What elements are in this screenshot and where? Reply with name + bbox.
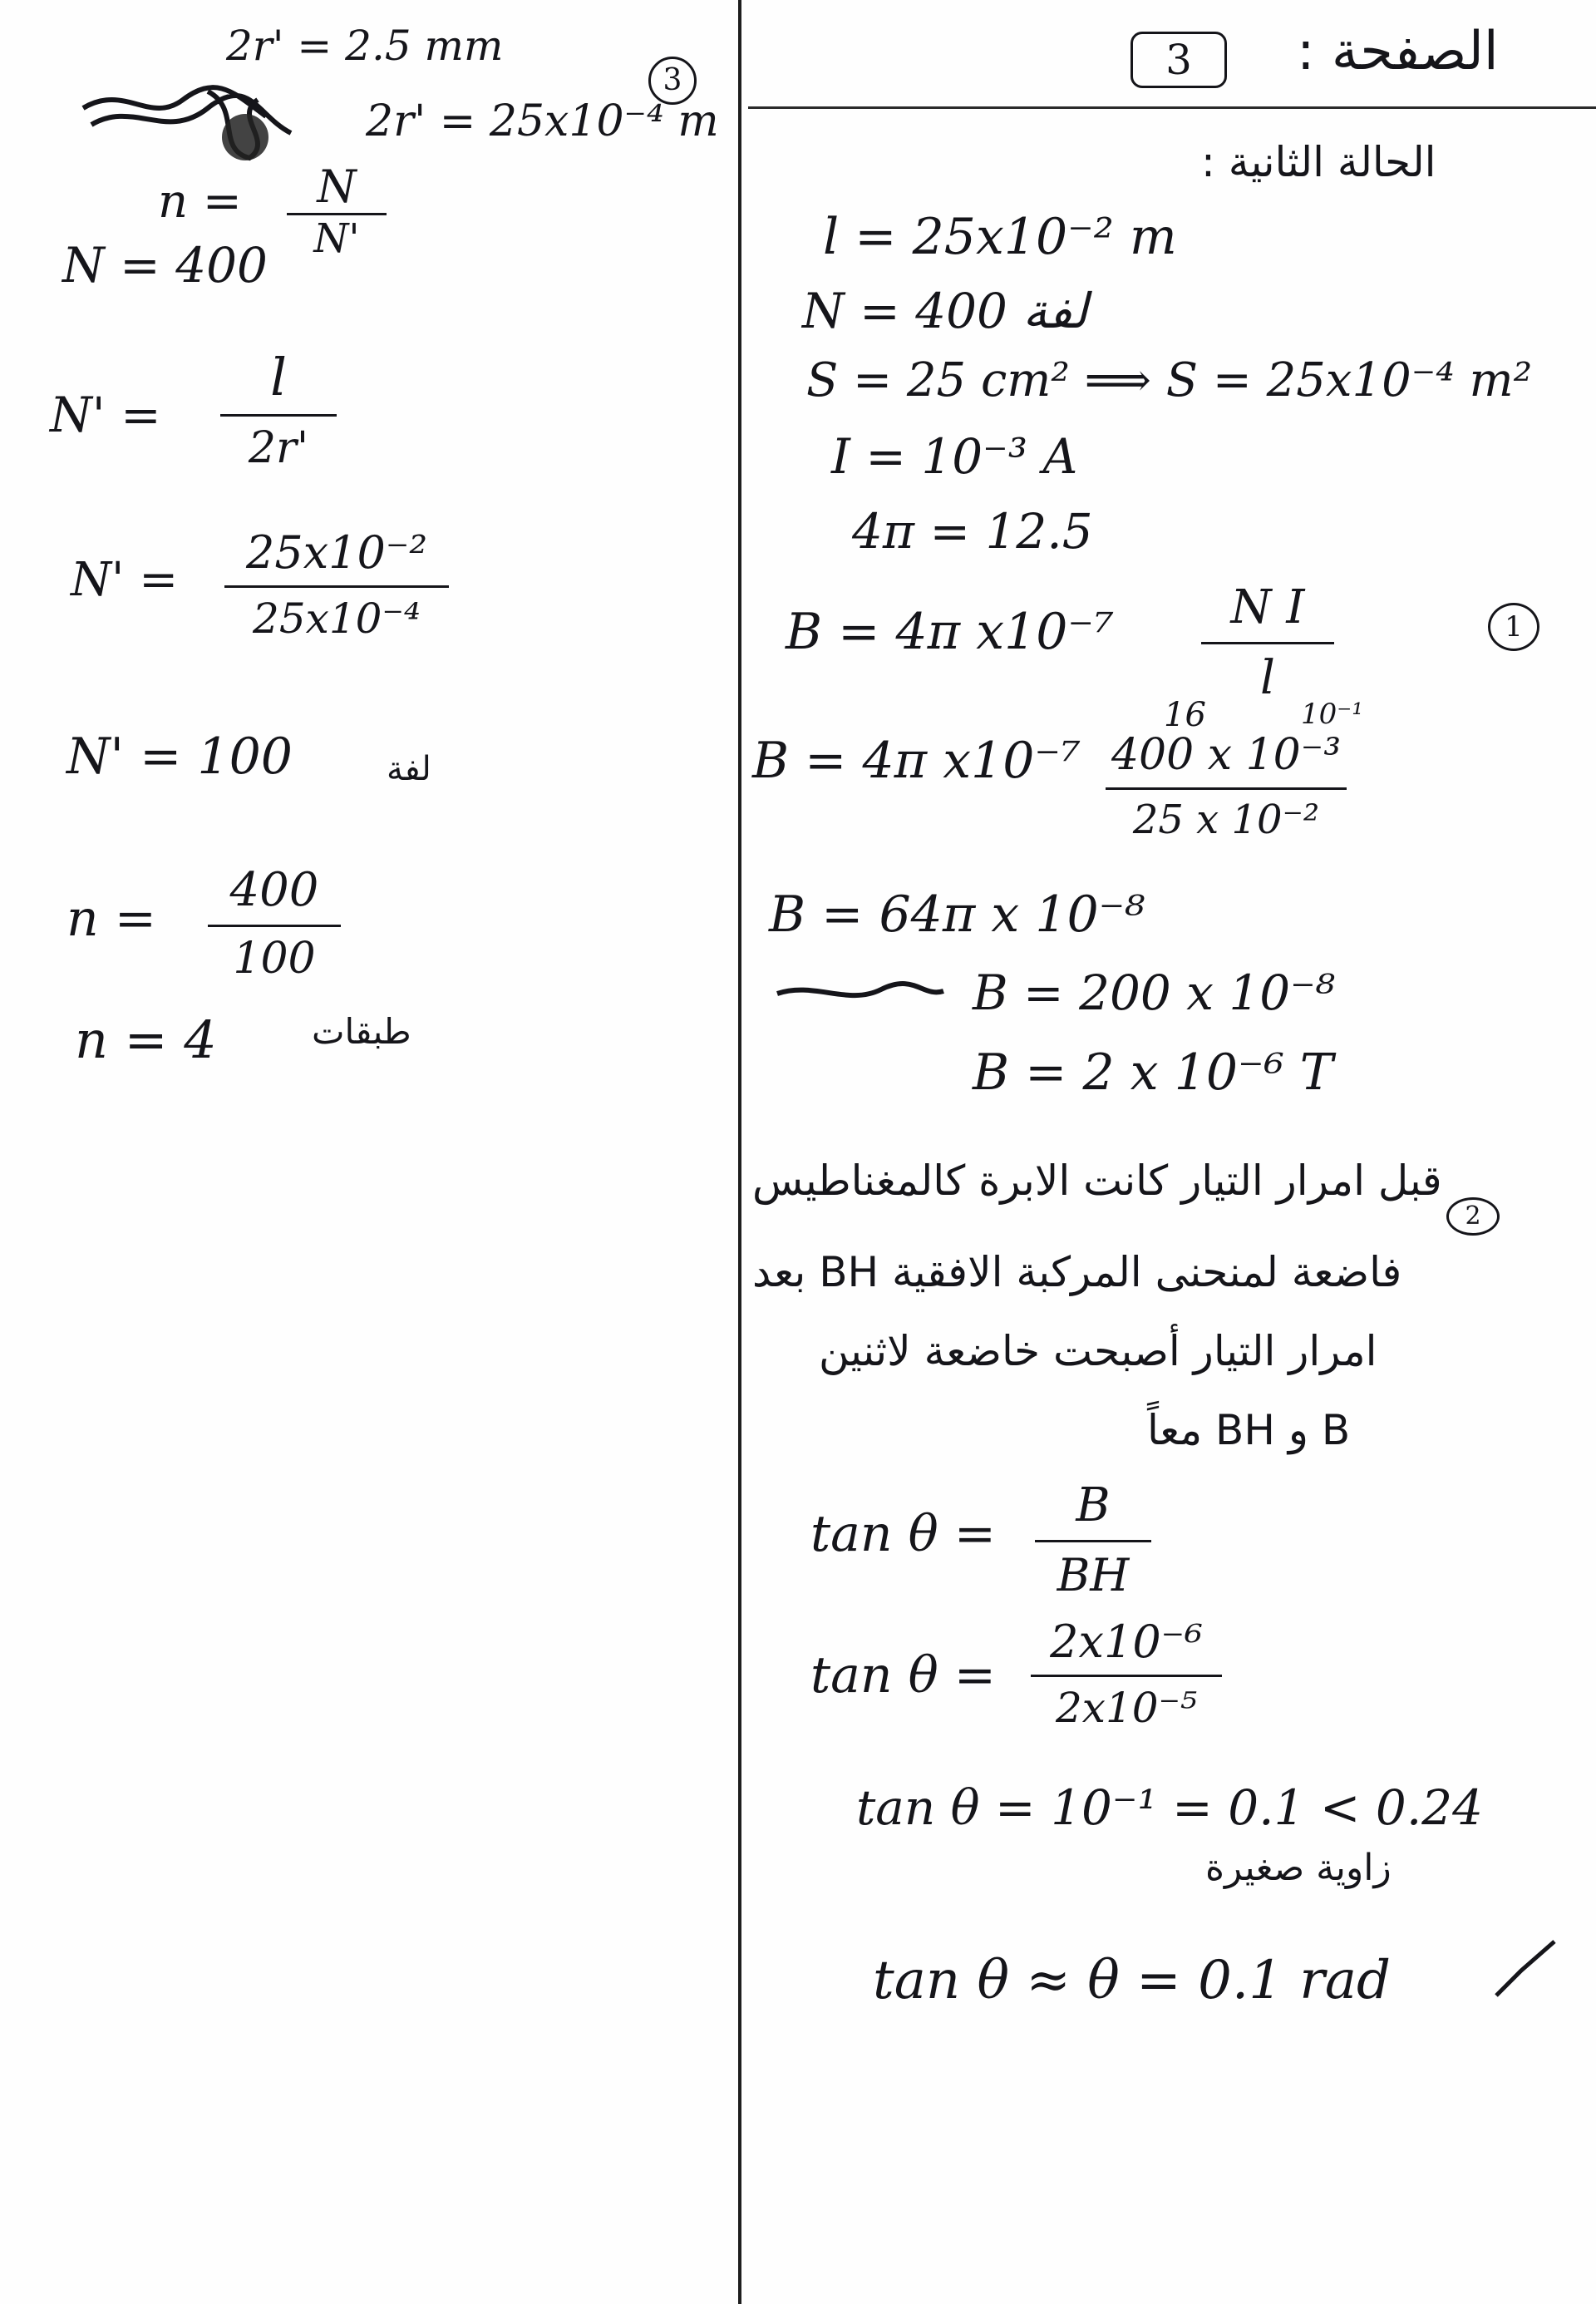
tan2-left: tan θ = — [810, 1646, 997, 1705]
n-def-den: N' — [313, 215, 360, 263]
given-current: I = 10⁻³ A — [831, 428, 1078, 485]
formula-den: l — [1260, 650, 1275, 705]
right-heading: الحالة الثانية : — [1201, 138, 1436, 186]
calc-left: B = 4π x10⁻⁷ — [752, 732, 1081, 790]
n-result: n = 4 — [75, 1009, 217, 1070]
page-number-box — [1130, 32, 1227, 88]
right-question-marker — [1488, 603, 1539, 651]
right-marker-number: 1 — [1505, 610, 1523, 644]
tan2-num: 2x10⁻⁶ — [1050, 1616, 1203, 1668]
n-calc-bar — [208, 925, 341, 927]
Nprime-num: l — [270, 347, 287, 407]
given-length: l = 25x10⁻² m — [823, 208, 1177, 266]
page-number: 3 — [1165, 36, 1192, 84]
calc-over-num: 16 — [1164, 696, 1206, 734]
b-step-1: B = 64π x 10⁻⁸ — [769, 886, 1145, 944]
n-calc-fraction — [208, 865, 341, 983]
left-diameter-mm: 2r' = 2.5 mm — [226, 22, 504, 70]
tan-step-3: tan θ = 10⁻¹ = 0.1 < 0.24 — [856, 1779, 1484, 1836]
formula-num: N I — [1230, 580, 1305, 634]
tan2-fraction — [1031, 1617, 1222, 1731]
left-marker-number: 3 — [663, 63, 682, 97]
formula-left: B = 4π x10⁻⁷ — [786, 603, 1115, 661]
N-total: N = 400 — [62, 237, 268, 294]
left-diameter-m: 2r' = 25x10⁻⁴ m — [366, 96, 719, 146]
Nprime-den: 2r' — [248, 423, 309, 474]
calc-fraction — [1106, 732, 1347, 842]
formula-bar — [1201, 642, 1334, 644]
n-unit: طبقات — [312, 1011, 411, 1052]
n-def-fraction — [287, 162, 387, 261]
Nprime-calc-fraction — [224, 528, 449, 642]
Nprime-left: N' = — [50, 387, 161, 443]
struck-out-text — [773, 973, 948, 1014]
tan-fraction — [1035, 1480, 1151, 1600]
Nprime-fraction — [220, 349, 337, 472]
page-label: الصفحة : — [1297, 21, 1499, 82]
column-divider — [738, 0, 741, 2304]
formula-fraction — [1201, 582, 1334, 703]
explanation-line-3: امرار التيار أصبحت خاضعة لاثنين — [819, 1327, 1377, 1375]
calc-den: 25 x 10⁻² — [1132, 797, 1320, 844]
tan2-bar — [1031, 1675, 1222, 1677]
right-marker-2-number: 2 — [1465, 1201, 1481, 1231]
explanation-line-4: B و BH معاً — [1147, 1406, 1351, 1454]
tan-bar — [1035, 1540, 1151, 1542]
Nprime-result: N' = 100 — [66, 728, 293, 786]
given-area: S = 25 cm² ⟹ S = 25x10⁻⁴ m² — [806, 353, 1533, 407]
calc-bar — [1106, 787, 1347, 790]
Nprime-unit: لفة — [387, 750, 431, 788]
b-step-3: B = 2 x 10⁻⁶ T — [973, 1043, 1333, 1102]
tan-den: BH — [1057, 1548, 1130, 1601]
check-mark — [1488, 1937, 1563, 2004]
right-question-marker-2 — [1446, 1197, 1500, 1236]
given-four-pi: 4π = 12.5 — [852, 503, 1093, 560]
Nprime-calc-left: N' = — [71, 553, 179, 607]
n-def-left: n = — [158, 175, 242, 229]
header-rule — [748, 106, 1596, 109]
small-angle-note: زاوية صغيرة — [1205, 1847, 1392, 1889]
n-def-num: N — [317, 160, 357, 213]
left-question-marker — [648, 57, 697, 105]
Nprime-bar — [220, 414, 337, 417]
Nprime-calc-num: 25x10⁻² — [245, 526, 428, 579]
n-calc-den: 100 — [233, 933, 316, 984]
tan-num: B — [1076, 1478, 1111, 1532]
calc-num: 400 x 10⁻³ — [1111, 730, 1342, 780]
explanation-line-2: فاضعة لمنحنى المركبة الافقية BH بعد — [752, 1248, 1402, 1296]
tan-left: tan θ = — [810, 1505, 997, 1563]
explanation-line-1: قبل امرار التيار كانت الابرة كالمغناطيس — [752, 1157, 1442, 1205]
calc-over-exp: 10⁻¹ — [1301, 698, 1363, 731]
n-calc-left: n = — [66, 890, 156, 948]
Nprime-calc-den: 25x10⁻⁴ — [253, 595, 421, 644]
given-turns: N = 400 لفة — [802, 283, 1088, 339]
b-step-2: B = 200 x 10⁻⁸ — [973, 965, 1336, 1021]
n-calc-num: 400 — [229, 863, 319, 917]
tan2-den: 2x10⁻⁵ — [1055, 1684, 1198, 1733]
final-result: tan θ ≈ θ = 0.1 rad — [873, 1950, 1391, 2011]
Nprime-calc-bar — [224, 585, 449, 588]
